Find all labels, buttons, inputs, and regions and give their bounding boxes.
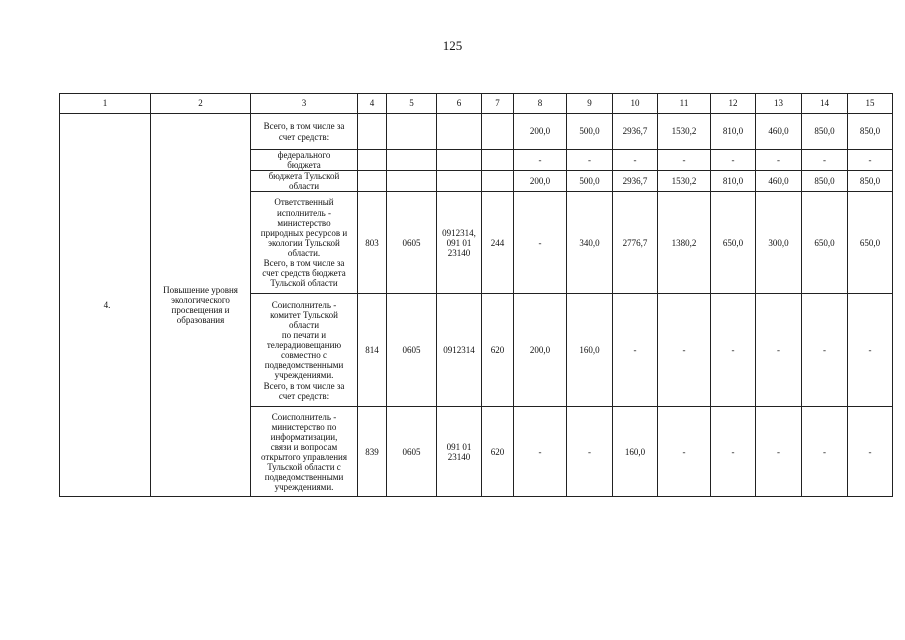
value-cell: -: [848, 407, 893, 497]
code-cell: 0605: [387, 294, 437, 407]
code-cell: 620: [482, 294, 514, 407]
code-cell: 0605: [387, 407, 437, 497]
column-header: 15: [848, 94, 893, 114]
value-cell: 200,0: [514, 171, 567, 192]
value-cell: -: [756, 294, 802, 407]
code-cell: [387, 114, 437, 150]
code-cell: 839: [358, 407, 387, 497]
budget-table: [59, 93, 893, 497]
value-cell: -: [802, 294, 848, 407]
code-cell: [358, 114, 387, 150]
value-cell: 460,0: [756, 114, 802, 150]
value-cell: 850,0: [802, 114, 848, 150]
funding-description-cell: бюджета Тульской области: [251, 171, 358, 192]
item-number-cell: 4.: [60, 114, 151, 497]
code-cell: 244: [482, 192, 514, 294]
column-header: 9: [567, 94, 613, 114]
value-cell: 850,0: [848, 171, 893, 192]
value-cell: 300,0: [756, 192, 802, 294]
value-cell: -: [658, 150, 711, 171]
page-number: 125: [442, 38, 463, 53]
value-cell: -: [848, 150, 893, 171]
value-cell: 650,0: [848, 192, 893, 294]
code-cell: 620: [482, 407, 514, 497]
column-header: 4: [358, 94, 387, 114]
column-header: 6: [437, 94, 482, 114]
value-cell: 810,0: [711, 114, 756, 150]
code-cell: [482, 114, 514, 150]
code-cell: 091 01 23140: [437, 407, 482, 497]
column-header: 12: [711, 94, 756, 114]
value-cell: 2776,7: [613, 192, 658, 294]
code-cell: 0912314: [437, 294, 482, 407]
value-cell: -: [756, 407, 802, 497]
funding-description-cell: Соисполнитель - комитет Тульской области по печати и телерадиовещанию совместно с подведомственными учреждениями. Всего, в том числе за счет средств:: [251, 294, 358, 407]
value-cell: -: [567, 150, 613, 171]
value-cell: 160,0: [613, 407, 658, 497]
value-cell: 850,0: [848, 114, 893, 150]
value-cell: 200,0: [514, 114, 567, 150]
code-cell: 0605: [387, 192, 437, 294]
table-row: [60, 114, 893, 150]
value-cell: -: [514, 192, 567, 294]
value-cell: -: [658, 407, 711, 497]
code-cell: [358, 150, 387, 171]
funding-description-cell: Ответственный исполнитель - министерство природных ресурсов и экологии Тульской области. Всего, в том числе за счет средств бюджета Тульской области: [251, 192, 358, 294]
value-cell: 160,0: [567, 294, 613, 407]
value-cell: 650,0: [711, 192, 756, 294]
column-header: 5: [387, 94, 437, 114]
value-cell: 500,0: [567, 171, 613, 192]
column-header: 2: [151, 94, 251, 114]
column-header: 14: [802, 94, 848, 114]
value-cell: 810,0: [711, 171, 756, 192]
value-cell: -: [613, 294, 658, 407]
code-cell: 0912314, 091 01 23140: [437, 192, 482, 294]
code-cell: [437, 114, 482, 150]
value-cell: 1530,2: [658, 171, 711, 192]
value-cell: 650,0: [802, 192, 848, 294]
value-cell: -: [514, 407, 567, 497]
value-cell: 850,0: [802, 171, 848, 192]
value-cell: -: [802, 407, 848, 497]
value-cell: -: [613, 150, 658, 171]
value-cell: 1380,2: [658, 192, 711, 294]
value-cell: -: [756, 150, 802, 171]
funding-description-cell: Всего, в том числе за счет средств:: [251, 114, 358, 150]
value-cell: -: [802, 150, 848, 171]
code-cell: [387, 171, 437, 192]
value-cell: -: [711, 150, 756, 171]
column-header: 3: [251, 94, 358, 114]
column-header: 1: [60, 94, 151, 114]
code-cell: 814: [358, 294, 387, 407]
code-cell: [482, 150, 514, 171]
value-cell: -: [658, 294, 711, 407]
value-cell: -: [848, 294, 893, 407]
value-cell: -: [567, 407, 613, 497]
code-cell: [437, 150, 482, 171]
column-header: 8: [514, 94, 567, 114]
funding-description-cell: федерального бюджета: [251, 150, 358, 171]
code-cell: [358, 171, 387, 192]
value-cell: 200,0: [514, 294, 567, 407]
code-cell: 803: [358, 192, 387, 294]
column-header: 13: [756, 94, 802, 114]
funding-description-cell: Соисполнитель - министерство по информатизации, связи и вопросам открытого управления Тульской области с подведомственными учреждениями.: [251, 407, 358, 497]
column-header: 10: [613, 94, 658, 114]
code-cell: [387, 150, 437, 171]
value-cell: -: [711, 407, 756, 497]
column-header: 7: [482, 94, 514, 114]
code-cell: [482, 171, 514, 192]
value-cell: 2936,7: [613, 114, 658, 150]
code-cell: [437, 171, 482, 192]
value-cell: 460,0: [756, 171, 802, 192]
column-header: 11: [658, 94, 711, 114]
value-cell: -: [711, 294, 756, 407]
value-cell: 340,0: [567, 192, 613, 294]
value-cell: 2936,7: [613, 171, 658, 192]
value-cell: 1530,2: [658, 114, 711, 150]
activity-title-cell: Повышение уровня экологического просвещения и образования: [151, 114, 251, 497]
table-header-row: [60, 94, 893, 114]
value-cell: -: [514, 150, 567, 171]
value-cell: 500,0: [567, 114, 613, 150]
